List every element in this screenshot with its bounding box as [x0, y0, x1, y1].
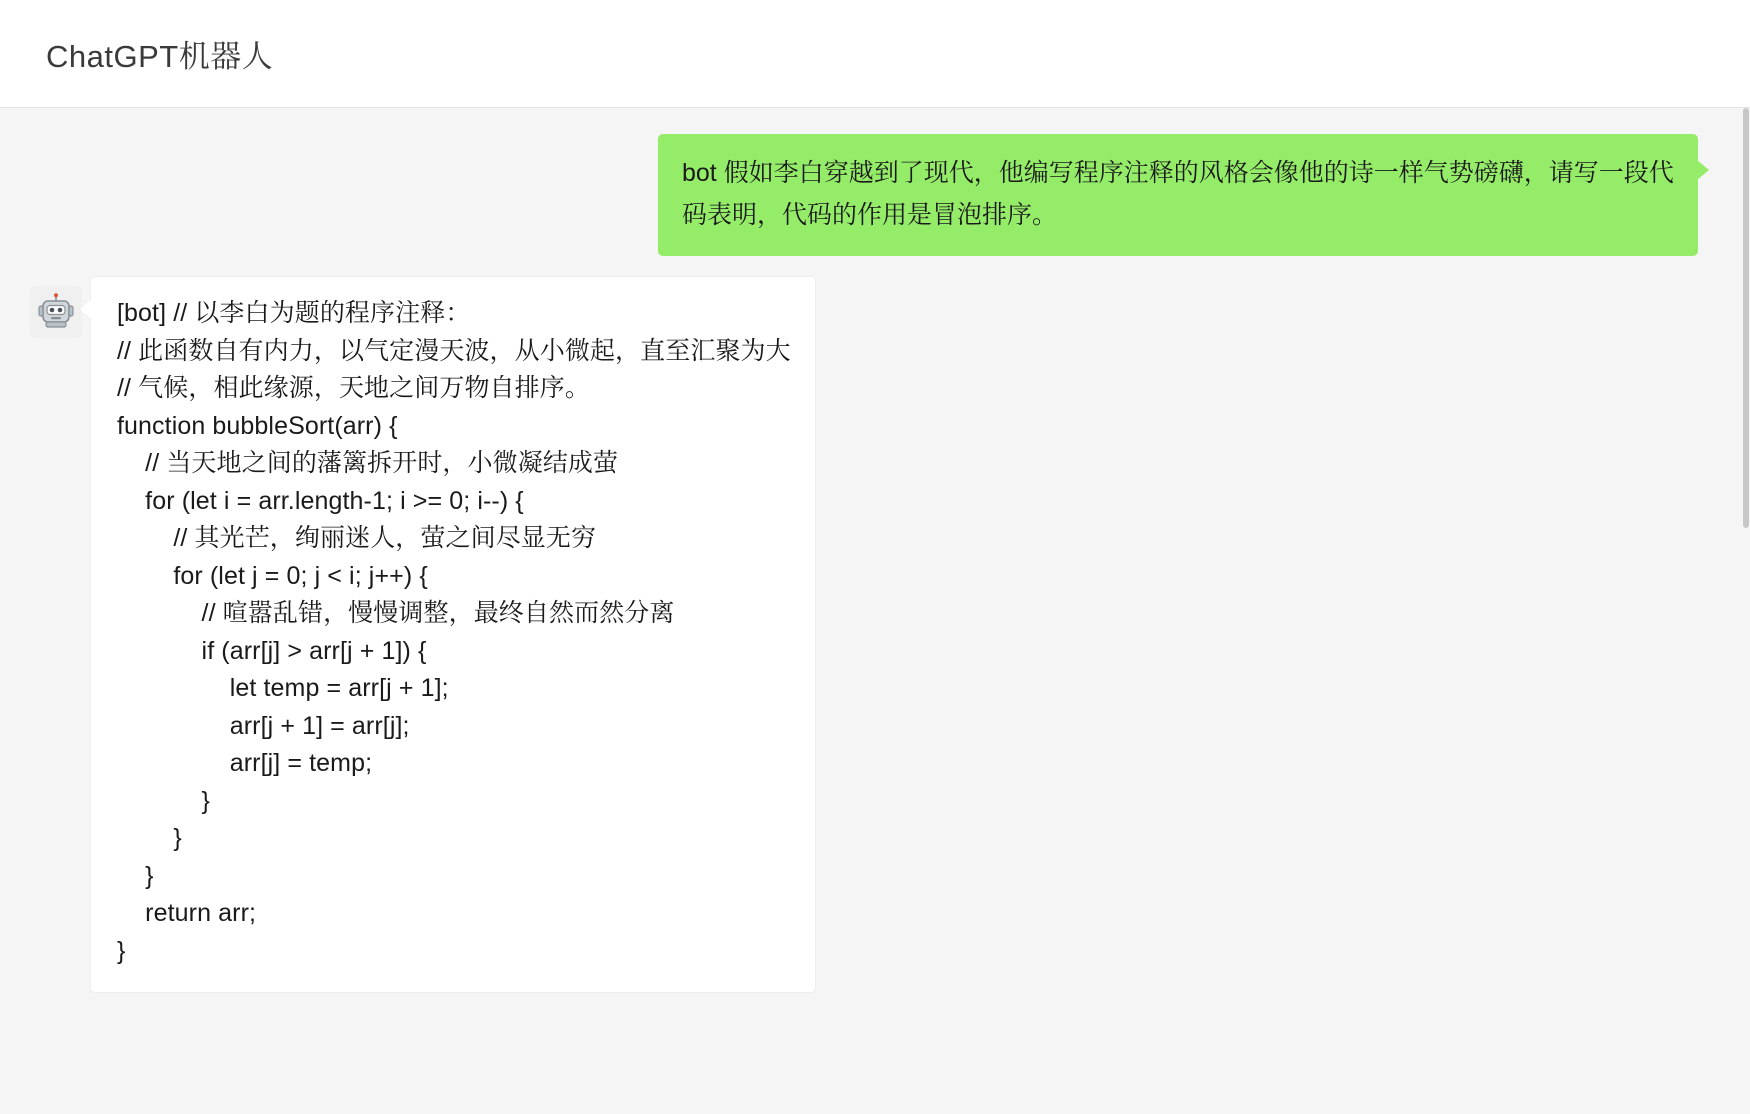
message-bubble-user[interactable]: [658, 134, 1698, 256]
code-line: let temp = arr[j + 1];: [117, 674, 449, 702]
code-line: // 喧嚣乱错，慢慢调整，最终自然而然分离: [117, 599, 675, 627]
code-line: // 其光芒，绚丽迷人，萤之间尽显无穷: [117, 524, 597, 552]
code-line: // 此函数自有内力，以气定漫天波，从小微起，直至汇聚为大: [117, 336, 791, 365]
code-line: }: [117, 861, 154, 890]
code-line: for (let i = arr.length-1; i >= 0; i--) {: [117, 486, 524, 515]
robot-icon: [30, 286, 82, 338]
code-line: // 气候，相此缘源，天地之间万物自排序。: [117, 374, 590, 402]
app-header: [0, 0, 1750, 108]
page-title: ChatGPT机器人: [46, 39, 274, 74]
code-line: arr[j] = temp;: [117, 749, 373, 777]
code-line: if (arr[j] > arr[j + 1]) {: [117, 636, 427, 665]
code-line: [bot] // 以李白为题的程序注释：: [117, 299, 471, 327]
chat-row-incoming: [30, 276, 1720, 993]
code-line: arr[j + 1] = arr[j];: [117, 711, 410, 740]
chat-row-outgoing: [30, 134, 1720, 256]
message-text: bot 假如李白穿越到了现代，他编写程序注释的风格会像他的诗一样气势磅礴，请写一段代码表明，代码的作用是冒泡排序。: [682, 159, 1674, 229]
code-line: function bubbleSort(arr) {: [117, 411, 398, 440]
chat-message-list[interactable]: [0, 108, 1750, 1114]
code-line: for (let j = 0; j < i; j++) {: [117, 561, 428, 590]
chat-scrollbar-thumb[interactable]: [1743, 108, 1749, 528]
code-line: }: [117, 936, 126, 965]
message-bubble-bot[interactable]: [90, 276, 816, 993]
chat-scrollbar[interactable]: [1742, 108, 1750, 1114]
code-line: return arr;: [117, 899, 257, 927]
code-line: }: [117, 786, 210, 815]
code-line: }: [117, 824, 182, 852]
code-line: // 当天地之间的藩篱拆开时，小微凝结成萤: [117, 449, 619, 477]
